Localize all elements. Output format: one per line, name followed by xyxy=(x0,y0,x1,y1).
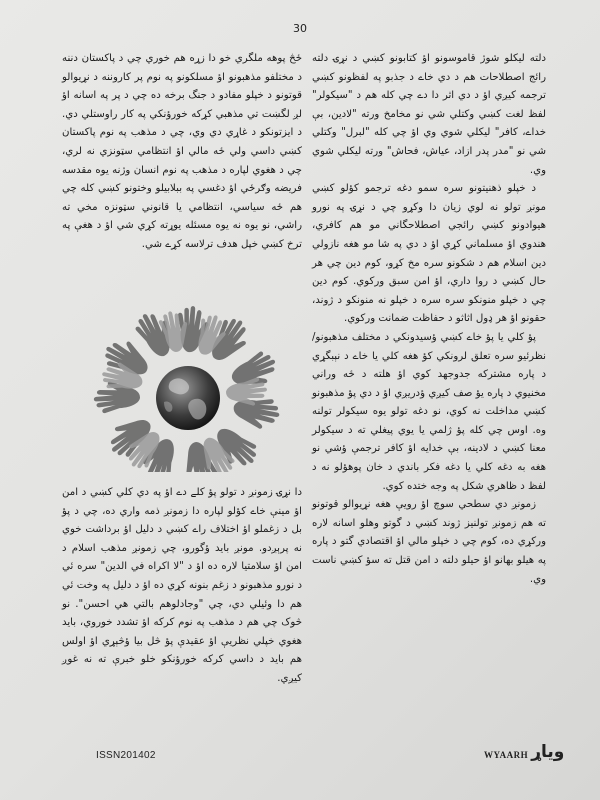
left-column-bottom xyxy=(62,484,302,689)
paragraph: ځڅ پوهه ملگري خو دا زړه هم خوري چي د پاکستان دننه د مختلفو مذهبونو اؤ مسلکونو په نوم پر کاروننه د نړیوالو قوتونو د خپلو مفادو د جنگ برخه ده چي د پر په اسانه اؤ لږ لگښت تي مذهبي کړکه خورؤنکي په کار راوستلي دي. د ایزتونکو د غاړي دي وي، چي د مذهب په نوم پاکستان کښي داسي ولي ځه مالي اؤ انتظامي سټونزي نه لري، چي د هغوي لپاره د مذهب په نوم انسان وژنه یوه مقدسه فریضه وګرځي اؤ دغسي په ببلابیلو وختونو کښي کله چي هم ځه سیاسي، انتظامي یا قانوني سټونزه مخي ته راشي، نو یوه نه یوه مسئله یوړته کړي شي اؤ د هغې په ترخ کښي خپل هدف ترلاسه کړے شي. xyxy=(62,53,302,250)
globe-hands-figure xyxy=(92,302,284,472)
paragraph: د خپلو ذهنیتونو سره سمو دغه ترجمو کؤلو کښي مونږ تولو نه لوي زیان دا وکړو چي د نړۍ په نورو هیوادونو کښي رائجي اصطلاحگاني مو هم کافري، هندوي اؤ مسلماني کړي اؤ د دي په شا مو هغه نازولي دین اسلام هم د شکونو سره مخ کړو، کوم دین چي هر حال کښي د روا داري، اؤ امن سبق ورکوي. کوم دین چي د خپلو منونکو سره سره د خپلو نه منونکو د ژوند، حقونو اؤ هر ډول اثاثو د حفاظت ضمانت ورکوي. xyxy=(312,183,546,325)
globe-with-hands-icon xyxy=(92,302,284,472)
left-column-top xyxy=(62,50,302,255)
issn-label: ISSN201402 xyxy=(96,750,156,761)
paragraph: زمونږ دي سطحي سوچ اؤ رویې هغه نړیوالو قوتونو ته هم زمونږ تولنیز ژوند کښي د گوتو وهلو اسانه لاره ورکړي ده، کوم چي د خپلو مالي اؤ اقتصادي گتو د پاره په هیلو بهانو اؤ حیلو دلته د امن قتل ته سؤ کښي ناست وي. xyxy=(312,499,546,585)
page-number: 30 xyxy=(293,22,307,35)
paragraph: پؤ کلي یا پؤ خاے کښي ؤسیدونکي د مختلف مذهبونو/نظرئیو سره تعلق لرونکي کؤ هغه کلي یا خاے د نېبگړي د پاره مشترکه جدوجهد کوي اؤ هلته د ځه وراني مخنیوي د پاره یؤ صف کیږي ؤدریږي اؤ د دي پؤ مذهبونو کښي مداخلت نه کوي، نو دغه تولو یوه سیکولر تولنه وه. اوس چي کله پؤ ژلمي یا یوي پیغلي ته د سیکولر معنا کښي د لادینه، بې خدایه اؤ کافر ترجمې ؤشي نو هغه به دغه کلي یا دغه فکر باندي د خان پوهؤلو نه د لفظ د ظاهري شکل په وجه ختده کوي. xyxy=(312,331,546,492)
right-column xyxy=(312,50,546,589)
logo-arabic-text: وياړ xyxy=(531,742,565,762)
logo-latin-text: WYAARH xyxy=(484,750,529,760)
paragraph: دلته لیکلو شوژ قاموسونو اؤ کتابونو کښي د نړۍ دلته رائج اصطلاحات هم د دي خاے د جذبو په لفظونو کښي ترجمه کیږي اؤ د دي اثر دا دے چي کله هم د "سیکولر" لفظ لغت کښي وکتلي شي نو مخامخ ورته "لادین، بې خداے، کافر" لیکلي شوي وي اؤ چي کله "لبرل" وکتلي شي نو "مدر پدر ازاد، عیاش، فحاش" ورته لیکلي شوي وي. xyxy=(312,53,546,176)
magazine-logo xyxy=(484,744,564,760)
paragraph: دا نړۍ زمونږ د تولو پؤ کلے دے اؤ په دي کلي کښي د امن اؤ مینې خاے کؤلو لپاره دا زمونږ ذمه واري ده، چي د پؤ بل د زغملو اؤ اختلاف راے کښي د دلیل اؤ برداشت خوي نه پرېږدو. مونږ باید ؤگورو، چي زمونږ مذهب اسلام د امن اؤ سلامتیا لاره ده اؤ د "لا اکراه في الدین" سره ئي د نورو مذهبونو د زغم بنونه کړي ده اؤ د دلیل په وخت ئي هم دا وئیلي دي، چي "وجادلوهم بالتي هي احسن". نو څوک چي هم د مذهب په نوم کرکه اؤ تشدد خوروي، باید هغوي خپلي نظریې اؤ عقیدې پؤ څل بیا ؤڅېړي اؤ اولس هم باید د داسي کرکه خورؤنکو خلو خبرې ته نه غوږ کیږي. xyxy=(62,487,302,684)
